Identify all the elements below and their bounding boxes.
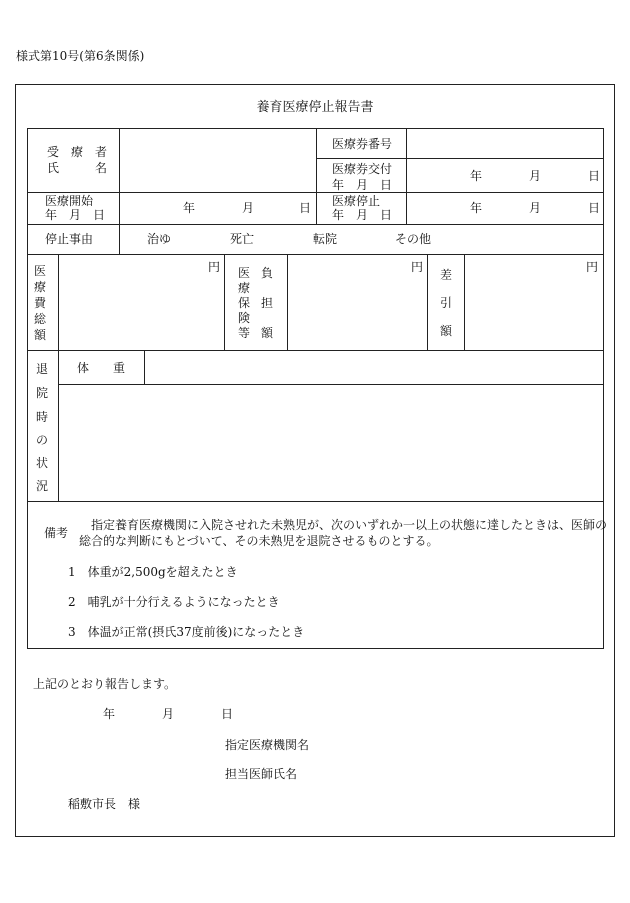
ticket-issue-label-line1: 医療券交付 bbox=[332, 162, 393, 176]
condition-item: 2 哺乳が十分行えるようになったとき bbox=[68, 595, 280, 609]
start-month: 月 bbox=[242, 201, 255, 215]
ticket-number-field[interactable] bbox=[407, 129, 603, 157]
discharge-label-char: 院 bbox=[36, 386, 49, 400]
insurance-amount-field[interactable] bbox=[288, 255, 426, 349]
start-day: 日 bbox=[299, 201, 312, 215]
patient-label-line1: 受 療 者 bbox=[47, 145, 108, 159]
divider bbox=[119, 224, 120, 254]
insurance-label-char: 額 bbox=[261, 326, 274, 340]
ticket-issue-label-line2: 年 月 日 bbox=[332, 178, 393, 192]
weight-field[interactable] bbox=[145, 351, 603, 383]
total-cost-label-char: 費 bbox=[34, 296, 47, 310]
patient-label-line2: 氏 名 bbox=[47, 161, 108, 175]
stop-year: 年 bbox=[470, 201, 483, 215]
insurance-label-char: 保 bbox=[238, 296, 251, 310]
discharge-label-char: の bbox=[36, 433, 49, 447]
insurance-label-char: 負 bbox=[261, 266, 274, 280]
ticket-issue-month: 月 bbox=[529, 169, 542, 183]
total-cost-label-char: 療 bbox=[34, 280, 47, 294]
discharge-label-char: 状 bbox=[36, 456, 49, 470]
stop-date-label-line2: 年 月 日 bbox=[332, 208, 393, 222]
total-cost-label-char: 総 bbox=[34, 312, 47, 326]
insurance-label-char: 療 bbox=[238, 281, 251, 295]
stop-day: 日 bbox=[588, 201, 601, 215]
ticket-number-label: 医療券番号 bbox=[332, 137, 393, 151]
discharge-status-field[interactable] bbox=[59, 385, 603, 500]
form-number: 様式第10号(第6条関係) bbox=[16, 49, 145, 63]
addressee: 稲敷市長 様 bbox=[68, 797, 141, 811]
ticket-issue-year: 年 bbox=[470, 169, 483, 183]
start-year: 年 bbox=[183, 201, 196, 215]
total-cost-yen: 円 bbox=[208, 260, 221, 274]
notes-text-line2: 総合的な判断にもとづいて、その未熟児を退院させるものとする。 bbox=[79, 534, 439, 548]
reason-option[interactable]: 転院 bbox=[313, 232, 338, 246]
divider bbox=[316, 158, 604, 159]
condition-item: 3 体温が正常(摂氏37度前後)になったとき bbox=[68, 625, 305, 639]
patient-name-field[interactable] bbox=[120, 129, 315, 191]
report-date-month: 月 bbox=[162, 707, 175, 721]
discharge-label-char: 況 bbox=[36, 479, 49, 493]
divider bbox=[224, 254, 225, 350]
stop-date-label-line1: 医療停止 bbox=[332, 194, 381, 208]
report-date-year: 年 bbox=[103, 707, 116, 721]
notes-text-line1: 指定養育医療機関に入院させれた未熟児が、次のいずれか一以上の状態に達したときは、医師の bbox=[91, 518, 608, 532]
report-statement: 上記のとおり報告します。 bbox=[33, 677, 177, 691]
weight-label: 体 重 bbox=[77, 361, 126, 375]
difference-label-char: 差 bbox=[440, 268, 453, 282]
start-date-label-line1: 医療開始 bbox=[45, 194, 94, 208]
difference-label-char: 額 bbox=[440, 324, 453, 338]
report-date-day: 日 bbox=[221, 707, 234, 721]
insurance-label-char: 険 bbox=[238, 311, 251, 325]
divider bbox=[27, 224, 604, 225]
condition-item: 1 体重が2,500gを超えたとき bbox=[68, 565, 238, 579]
insurance-label-char: 担 bbox=[261, 296, 274, 310]
discharge-label-char: 退 bbox=[36, 362, 49, 376]
divider bbox=[27, 501, 604, 502]
doctor-label: 担当医師氏名 bbox=[225, 767, 298, 781]
notes-label: 備考 bbox=[44, 526, 69, 540]
total-cost-field[interactable] bbox=[59, 255, 223, 349]
start-date-label-line2: 年 月 日 bbox=[45, 208, 106, 222]
form-title: 養育医療停止報告書 bbox=[256, 100, 374, 115]
difference-yen: 円 bbox=[586, 260, 599, 274]
total-cost-label-char: 額 bbox=[34, 328, 47, 342]
ticket-issue-day: 日 bbox=[588, 169, 601, 183]
insurance-label-char: 等 bbox=[238, 326, 251, 340]
reason-option[interactable]: その他 bbox=[395, 232, 432, 246]
insurance-label-char: 医 bbox=[238, 266, 251, 280]
difference-amount-field[interactable] bbox=[465, 255, 603, 349]
discharge-label-char: 時 bbox=[36, 410, 49, 424]
total-cost-label-char: 医 bbox=[34, 264, 47, 278]
reason-label: 停止事由 bbox=[45, 232, 94, 246]
reason-option[interactable]: 治ゆ bbox=[147, 232, 172, 246]
divider bbox=[316, 128, 317, 224]
insurance-yen: 円 bbox=[411, 260, 424, 274]
divider bbox=[427, 254, 428, 350]
reason-option[interactable]: 死亡 bbox=[230, 232, 255, 246]
difference-label-char: 引 bbox=[440, 296, 453, 310]
stop-month: 月 bbox=[529, 201, 542, 215]
institution-label: 指定医療機関名 bbox=[225, 738, 310, 752]
